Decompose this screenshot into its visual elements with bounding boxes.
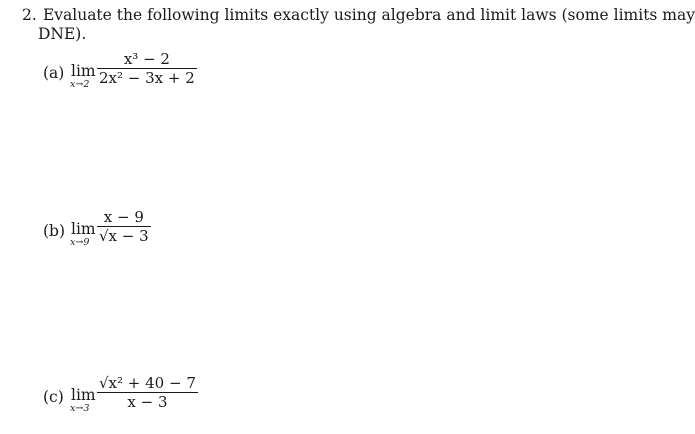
- problem-text-line1: Evaluate the following limits exactly using algebra and limit laws (some limits may: [42, 6, 695, 24]
- part-a-denominator: 2x² − 3x + 2: [99, 69, 195, 87]
- part-b-denominator: √x − 3: [99, 227, 149, 245]
- part-c-numerator: √x² + 40 − 7: [99, 374, 196, 392]
- part-b-numerator: x − 9: [103, 208, 144, 226]
- part-c-label: (c): [43, 388, 64, 406]
- part-b-fraction: [97, 208, 151, 245]
- part-b-lim: lim: [71, 220, 96, 238]
- part-c-subscript: x→3: [70, 403, 90, 414]
- part-a-lim: lim: [71, 62, 96, 80]
- part-a-label: (a): [43, 64, 65, 82]
- part-c-lim: lim: [71, 386, 96, 404]
- part-c-denominator: x − 3: [127, 393, 168, 411]
- problem-text-line2: DNE).: [38, 25, 87, 43]
- part-c: [43, 374, 343, 434]
- part-b-subscript: x→9: [70, 237, 90, 248]
- problem-statement: [22, 6, 695, 25]
- part-b: [43, 206, 343, 266]
- part-c-fraction: [97, 374, 198, 411]
- part-a: [43, 48, 343, 108]
- problem-number: 2.: [22, 6, 37, 24]
- part-a-subscript: x→2: [70, 79, 90, 90]
- part-a-fraction: [97, 50, 197, 87]
- part-a-numerator: x³ − 2: [123, 50, 170, 68]
- part-b-label: (b): [43, 222, 66, 240]
